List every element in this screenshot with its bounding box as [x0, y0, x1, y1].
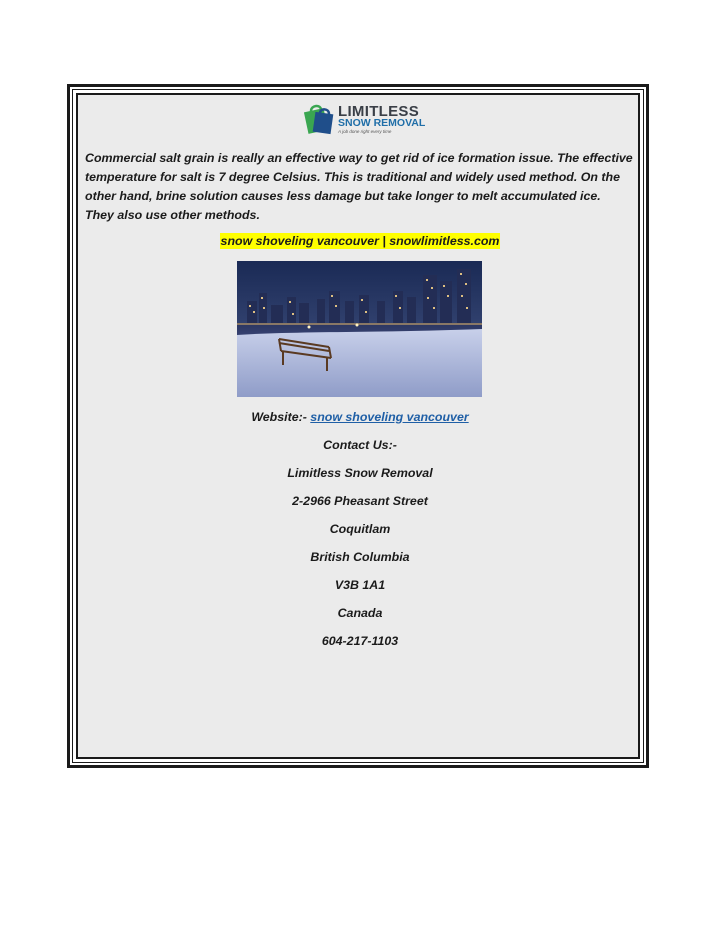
city: Coquitlam: [329, 522, 391, 536]
contact-heading: Contact Us:-: [323, 438, 397, 452]
company-logo: [302, 102, 426, 138]
logo-tagline: A job done right every time: [338, 129, 392, 134]
company-name: Limitless Snow Removal: [287, 466, 433, 480]
country: Canada: [337, 606, 383, 620]
body-paragraph: Commercial salt grain is really an effective way to get rid of ice formation issue. The effective temperature for salt is 7 degree Celsius. This is traditional and widely used method. On the other hand, brine solution causes less damage but take longer to melt accumulated ice. They also use other methods.: [85, 151, 633, 222]
highlighted-keyword-line: [0, 233, 720, 249]
phone-number: 604-217-1103: [321, 634, 399, 648]
website-line: [0, 409, 720, 425]
snowy-park-bench-city-night-photo: [237, 261, 482, 397]
highlighted-keyword-text: snow shoveling vancouver | snowlimitless.com: [220, 234, 500, 248]
logo-name: LIMITLESS: [338, 103, 420, 120]
logo-bag-icon: [302, 102, 338, 136]
website-link[interactable]: snow shoveling vancouver: [310, 410, 469, 424]
website-label: Website:-: [251, 410, 311, 424]
logo-subtitle: SNOW REMOVAL: [338, 117, 426, 129]
postal-code: V3B 1A1: [334, 578, 386, 592]
province: British Columbia: [310, 550, 410, 564]
street-address: 2-2966 Pheasant Street: [292, 494, 428, 508]
